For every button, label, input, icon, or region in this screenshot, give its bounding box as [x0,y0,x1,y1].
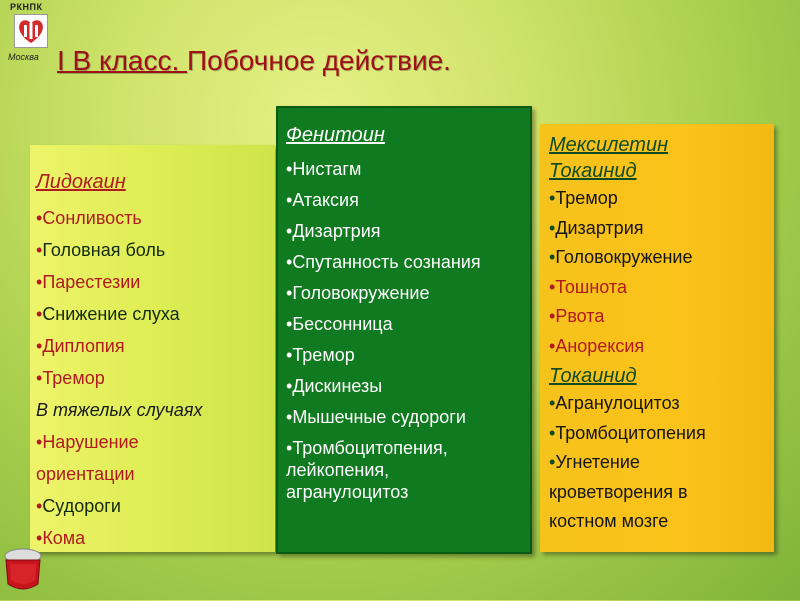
list-item: •Тромбоцитопения [549,422,706,443]
list-item-continuation: кроветворения в [549,481,688,502]
logo-top-text: РКНПК [10,2,43,12]
logo [8,2,54,64]
title-text: Побочное действие. [187,45,451,76]
list-item: •Тремор [36,368,105,388]
list-item: •Дизартрия [549,217,644,238]
list-item-continuation: костном мозге [549,511,669,531]
tocainide-header: Токаинид [549,365,637,387]
title-prefix: I В класс. [57,45,188,76]
list-item: •Снижение слуха [36,304,180,324]
heart-building-logo-icon [14,14,48,48]
list-item: •Тошнота [549,276,627,297]
list-item: •Угнетение [549,452,640,472]
list-item: •Судороги [36,496,121,516]
list-item: •Диплопия [36,336,125,356]
list-item: •Нистагм [286,159,362,179]
list-item: •Агранулоцитоз [549,393,680,413]
list-item: •Головокружение [549,247,693,267]
society-stamp-logo-icon [2,540,44,596]
phenytoin-panel [276,106,532,554]
severe-cases-label: В тяжелых случаях [36,400,203,420]
list-item: •Парестезии [36,272,141,292]
list-item: •Рвота [549,306,605,326]
lidocaine-panel [30,145,275,552]
lidocaine-header: Лидокаин [36,171,126,193]
list-item-multiline: •Тромбоцитопения, лейкопения, агранулоцитоз [286,438,448,502]
logo-bottom-text: Москва [8,52,39,62]
list-item: •Сонливость [36,208,142,228]
list-item: •Тремор [549,188,618,208]
list-item: •Головная боль [36,240,166,260]
list-item: •Тремор [286,345,355,365]
tocainide-header-top: Токаинид [549,160,637,182]
list-item: •Атаксия [286,190,359,210]
mexiletine-header: Мексилетин [549,134,669,156]
list-item: •Бессонница [286,314,393,334]
list-item: •Кома [36,528,86,548]
mexiletine-panel [540,124,774,552]
list-item: •Дизартрия [286,221,381,241]
page-title [57,45,451,77]
list-item: •Нарушение [36,432,139,452]
list-item: •Мышечные судороги [286,407,466,427]
list-item-continuation: ориентации [36,464,135,484]
list-item: •Головокружение [286,283,430,303]
list-item: •Анорексия [549,335,645,356]
list-item: •Спутанность сознания [286,252,481,272]
phenytoin-header: Фенитоин [286,124,385,146]
list-item: •Дискинезы [286,376,383,396]
